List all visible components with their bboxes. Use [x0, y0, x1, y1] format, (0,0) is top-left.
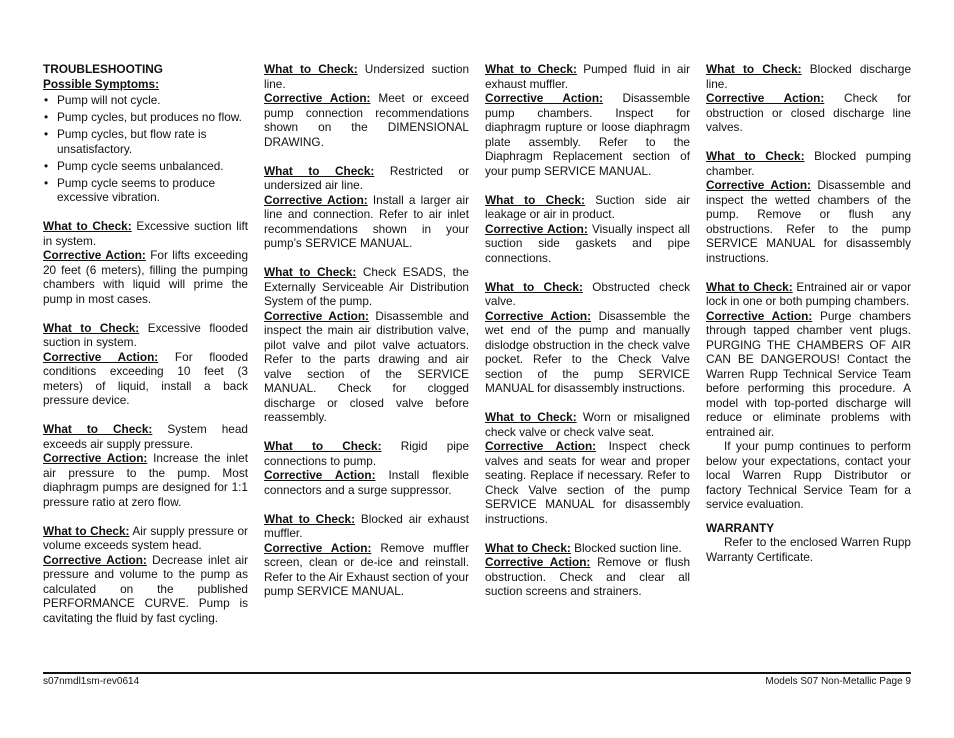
action-label: Corrective Action:: [264, 91, 371, 105]
check-label: What to Check:: [43, 523, 130, 538]
check-label: What to Check:: [706, 279, 793, 294]
check-label: What to Check:: [485, 279, 583, 294]
action-text: Check for obstruction or closed discharge line valves.: [706, 91, 911, 134]
list-item: • Pump cycles, but produces no flow.: [43, 110, 248, 125]
list-item: • Pump will not cycle.: [43, 93, 248, 108]
check-text: Blocked suction line.: [574, 540, 682, 555]
check-text: Excessive flooded suction in system.: [43, 320, 249, 349]
check-text: Worn or misaligned check valve or check valve seat.: [485, 410, 690, 439]
action-text: Decrease inlet air pressure and volume to the pump as calculated on the published PERFORMANCE CURVE. Pump is cavitating the fluid by fast cycling.: [43, 552, 249, 625]
action-label: Corrective Action:: [706, 308, 813, 323]
action-text: Install flexible connectors and a surge suppressor.: [264, 468, 469, 497]
action-label: Corrective Action:: [485, 308, 592, 323]
action-text: Disassemble the wet end of the pump and manually dislodge obstruction in the check valve pocket. Refer to the Check Valve section of the pump SERVICE MANUAL for disassembly instructions.: [485, 308, 690, 395]
troubleshoot-entry: [264, 265, 469, 425]
action-text: Disassemble pump chambers. Inspect for diaphragm rupture or loose diaphragm plate assembly. Refer to the Diaphragm Replacement section of your pump SERVICE MANUAL.: [485, 91, 691, 178]
action-text: For lifts exceeding 20 feet (6 meters), filling the pumping chambers with liquid will prime the pump in most cases.: [43, 248, 249, 306]
list-item: • Pump cycles, but flow rate is unsatisfactory.: [43, 127, 248, 156]
column-3: [485, 62, 690, 613]
check-text: Air supply pressure or volume exceeds system head.: [43, 523, 248, 552]
list-item: • Pump cycle seems unbalanced.: [43, 159, 248, 174]
check-label: What to Check:: [264, 439, 382, 453]
check-label: What to Check:: [485, 540, 571, 555]
action-text: Install a larger air line and connection. Refer to air inlet recommendations shown in your pump’s SERVICE MANUAL.: [264, 192, 470, 250]
action-label: Corrective Action:: [264, 468, 376, 482]
troubleshoot-entry: [43, 524, 248, 626]
troubleshoot-entry: [43, 422, 248, 509]
check-label: What to Check:: [43, 219, 132, 233]
action-label: Corrective Action:: [43, 451, 148, 465]
action-text: Increase the inlet air pressure to the pump. Most diaphragm pumps are designed for 1:1 pressure ratio at zero flow.: [43, 451, 249, 509]
action-text: For flooded conditions exceeding 10 feet (3 meters) of liquid, install a back pressure device.: [43, 349, 248, 407]
column-1: [43, 62, 248, 640]
check-label: What to Check:: [485, 62, 577, 76]
action-text: Purge chambers through tapped chamber vent plugs. PURGING THE CHAMBERS OF AIR CAN BE DANGEROUS! Contact the Warren Rupp Technical Service Team before performing this procedure. A model with top-ported discharge will reduce or eliminate problems with entrained air.: [706, 308, 911, 439]
troubleshoot-entry: [706, 280, 911, 440]
troubleshoot-entry: [706, 62, 911, 135]
action-label: Corrective Action:: [43, 349, 159, 364]
footer-divider: [43, 672, 911, 674]
action-text: Meet or exceed pump connection recommendations shown on the DIMENSIONAL DRAWING.: [264, 91, 470, 149]
action-text: Disassemble and inspect the wetted chambers of the pump. Remove or flush any obstructions. Refer to the pump SERVICE MANUAL for disassembly instructions.: [706, 178, 911, 265]
list-item: • Pump cycle seems to produce excessive vibration.: [43, 176, 248, 205]
column-2: [264, 62, 469, 613]
action-label: Corrective Action:: [264, 192, 368, 207]
troubleshoot-entry: [264, 512, 469, 599]
check-label: What to Check:: [485, 410, 577, 424]
check-label: What to Check:: [485, 192, 585, 207]
check-text: Excessive suction lift in system.: [43, 219, 248, 248]
action-label: Corrective Action:: [264, 540, 372, 555]
action-label: Corrective Action:: [485, 439, 597, 453]
check-label: What to Check:: [264, 62, 358, 76]
check-text: System head exceeds air supply pressure.: [43, 422, 248, 451]
troubleshoot-entry: [485, 62, 690, 178]
check-text: Obstructed check valve.: [485, 279, 690, 308]
action-text: Inspect check valves and seats for wear and proper seating. Replace if necessary. Refer to Check Valve section of the pump SERVICE MANUAL for disassembly instructions.: [485, 439, 690, 526]
check-text: Undersized suction line.: [264, 62, 470, 91]
action-text: Disassemble and inspect the main air distribution valve, pilot valve and pilot valve actuators. Refer to the parts drawing and air valve section of the SERVICE MANUAL. Check for clogged discharge or closed valve before reassembly.: [264, 308, 469, 424]
check-text: Blocked pumping chamber.: [706, 149, 912, 178]
check-text: Blocked air exhaust muffler.: [264, 511, 470, 540]
action-text: Visually inspect all suction side gaskets and pipe connections.: [485, 221, 690, 265]
action-label: Corrective Action:: [43, 552, 147, 567]
action-text: Remove or flush obstruction. Check and clear all suction screens and strainers.: [485, 555, 690, 598]
action-label: Corrective Action:: [264, 308, 369, 323]
check-label: What to Check:: [43, 320, 140, 335]
action-text: Remove muffler screen, clean or de-ice and reinstall. Refer to the Air Exhaust section of your pump SERVICE MANUAL.: [264, 540, 470, 598]
check-label: What to Check:: [43, 422, 153, 436]
action-label: Corrective Action:: [485, 91, 604, 105]
action-label: Corrective Action:: [706, 91, 825, 105]
column-4: [706, 62, 911, 564]
closing-paragraph: If your pump continues to perform below your expectations, contact your local Warren Rupp Distributor or factory Technical Service Team for a service evaluation.: [706, 439, 911, 511]
action-label: Corrective Action:: [485, 555, 591, 569]
troubleshoot-entry: [485, 410, 690, 526]
check-text: Restricted or undersized air line.: [264, 163, 470, 192]
action-label: Corrective Action:: [706, 178, 811, 192]
check-label: What to Check:: [264, 265, 357, 279]
warranty-text: Refer to the enclosed Warren Rupp Warranty Certificate.: [706, 535, 911, 564]
warranty-heading: WARRANTY: [706, 520, 775, 535]
troubleshoot-entry: [485, 541, 690, 599]
check-text: Suction side air leakage or air in product.: [485, 192, 691, 221]
check-label: What to Check:: [706, 149, 805, 163]
check-label: What to Check:: [706, 62, 802, 76]
action-label: Corrective Action:: [43, 248, 146, 262]
troubleshoot-entry: [485, 280, 690, 396]
check-text: Entrained air or vapor lock in one or both pumping chambers.: [706, 279, 912, 308]
check-text: Rigid pipe connections to pump.: [264, 439, 470, 468]
troubleshoot-entry: [43, 321, 248, 408]
check-label: What to Check:: [264, 511, 356, 526]
check-text: Pumped fluid in air exhaust muffler.: [485, 62, 690, 91]
document-code: s07nmdl1sm-rev0614: [43, 676, 140, 687]
troubleshooting-heading: TROUBLESHOOTING: [43, 62, 163, 76]
troubleshoot-entry: [264, 164, 469, 251]
troubleshoot-entry: [706, 149, 911, 265]
troubleshoot-entry: [485, 193, 690, 266]
troubleshoot-entry: [264, 62, 469, 149]
troubleshoot-entry: [264, 439, 469, 497]
check-label: What to Check:: [264, 163, 375, 178]
page-footer-label: Models S07 Non-Metallic Page 9: [765, 676, 911, 687]
check-text: Check ESADS, the Externally Serviceable Air Distribution System of the pump.: [264, 265, 469, 308]
symptom-list: [43, 93, 248, 205]
troubleshoot-entry: [43, 219, 248, 306]
action-label: Corrective Action:: [485, 221, 588, 236]
check-text: Blocked discharge line.: [706, 62, 912, 91]
symptoms-subheading: Possible Symptoms:: [43, 76, 160, 91]
